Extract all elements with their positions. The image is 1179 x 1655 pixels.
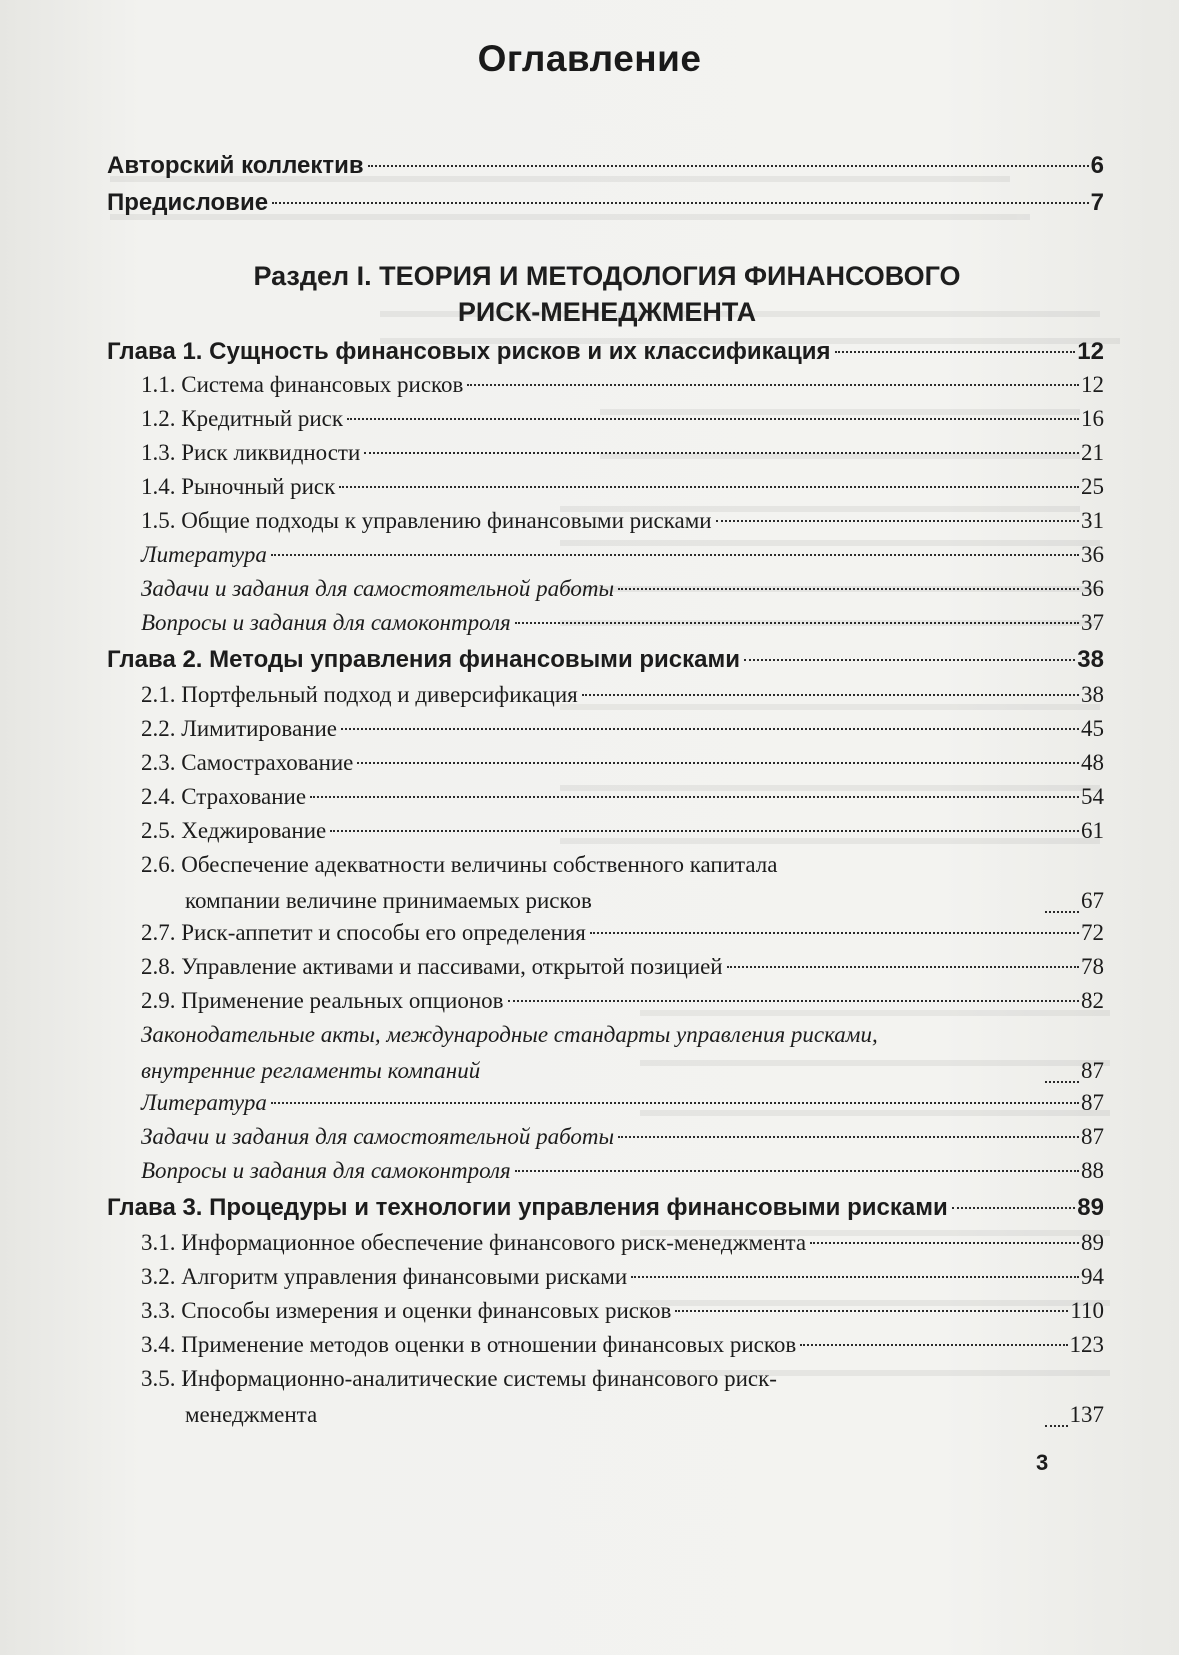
toc-entry[interactable] <box>141 983 1104 1019</box>
section-heading-line2: РИСК-МЕНЕДЖМЕНТА <box>457 297 757 327</box>
toc-entry-page: 82 <box>1081 988 1104 1013</box>
dot-leader <box>727 966 1079 968</box>
toc-entry[interactable] <box>141 847 1104 919</box>
toc-entry-title: 2.9. Применение реальных опционов <box>141 988 504 1013</box>
toc-entry[interactable] <box>141 779 1104 815</box>
toc-chapter[interactable] <box>107 642 1104 678</box>
toc-entry[interactable] <box>141 1293 1104 1329</box>
toc-entry[interactable] <box>141 401 1104 437</box>
dot-leader <box>631 1276 1079 1278</box>
toc-entry-title <box>141 1361 1041 1433</box>
toc-entry-title: Литература <box>141 542 267 567</box>
toc-entry-title: 3.4. Применение методов оценки в отношении финансовых рисков <box>141 1332 797 1357</box>
toc-entry-title: Глава 1. Сущность финансовых рисков и их классификация <box>107 338 831 365</box>
toc-entry-page: 88 <box>1081 1158 1104 1183</box>
toc-entry-page: 72 <box>1081 920 1104 945</box>
toc-entry-title: Вопросы и задания для самоконтроля <box>141 1158 511 1183</box>
toc-entry[interactable] <box>141 1153 1104 1189</box>
toc-entry-page: 16 <box>1081 406 1104 431</box>
toc-entry-page: 87 <box>1081 1090 1104 1115</box>
toc-entry-title: 2.7. Риск-аппетит и способы его определения <box>141 920 586 945</box>
toc-entry-title-line2: менеджмента <box>185 1402 318 1427</box>
toc-entry-title: Глава 3. Процедуры и технологии управления финансовыми рисками <box>107 1194 948 1221</box>
toc-entry-title: 1.4. Рыночный риск <box>141 474 336 499</box>
toc-entry[interactable] <box>141 677 1104 713</box>
dot-leader <box>835 351 1076 353</box>
dot-leader <box>618 588 1079 590</box>
toc-entry-page: 87 <box>1081 1058 1104 1083</box>
toc-entry-title: 3.1. Информационное обеспечение финансового риск-менеджмента <box>141 1230 807 1255</box>
dot-leader <box>810 1242 1079 1244</box>
dot-leader <box>1045 911 1079 913</box>
toc-entry-page: 21 <box>1081 440 1104 465</box>
section-heading-line1: Раздел I. ТЕОРИЯ И МЕТОДОЛОГИЯ ФИНАНСОВОГО <box>253 261 961 291</box>
toc-entry-page: 89 <box>1081 1230 1104 1255</box>
toc-entry-title-line1: Законодательные акты, международные стандарты управления рисками, <box>141 1022 878 1047</box>
toc-entry-title: Задачи и задания для самостоятельной работы <box>141 576 615 601</box>
dot-leader <box>347 418 1079 420</box>
dot-leader <box>341 728 1079 730</box>
toc-entry[interactable] <box>141 571 1104 607</box>
dot-leader <box>675 1310 1068 1312</box>
toc-entry-page: 38 <box>1081 682 1104 707</box>
dot-leader <box>800 1344 1067 1346</box>
toc-entry-page: 61 <box>1081 818 1104 843</box>
toc-entry-title: 2.3. Самострахование <box>141 750 354 775</box>
dot-leader <box>515 622 1079 624</box>
toc-entry[interactable] <box>141 503 1104 539</box>
toc-entry-title-line1: 3.5. Информационно-аналитические системы финансового риск- <box>141 1366 777 1391</box>
toc-entry-page: 36 <box>1081 542 1104 567</box>
toc-entry-page: 7 <box>1090 189 1104 216</box>
toc-entry-title: 3.3. Способы измерения и оценки финансовых рисков <box>141 1298 672 1323</box>
toc-entry[interactable] <box>141 367 1104 403</box>
toc-entry[interactable] <box>141 949 1104 985</box>
toc-entry[interactable] <box>141 1085 1104 1121</box>
dot-leader <box>310 796 1079 798</box>
toc-entry-title: 1.5. Общие подходы к управлению финансовыми рисками <box>141 508 712 533</box>
toc-chapter[interactable] <box>107 334 1104 370</box>
toc-entry-page: 89 <box>1077 1194 1104 1221</box>
dot-leader <box>357 762 1079 764</box>
dot-leader <box>515 1170 1079 1172</box>
toc-entry[interactable] <box>141 605 1104 641</box>
toc-entry-page: 25 <box>1081 474 1104 499</box>
dot-leader <box>744 659 1075 661</box>
toc-entry[interactable] <box>107 185 1104 221</box>
toc-entry[interactable] <box>141 1017 1104 1089</box>
dot-leader <box>952 1207 1076 1209</box>
toc-entry-page: 45 <box>1081 716 1104 741</box>
toc-entry[interactable] <box>141 915 1104 951</box>
toc-entry[interactable] <box>141 469 1104 505</box>
toc-entry-title: 3.2. Алгоритм управления финансовыми рисками <box>141 1264 628 1289</box>
section-heading <box>107 258 1107 330</box>
toc-entry-page: 37 <box>1081 610 1104 635</box>
toc-entry-title: Литература <box>141 1090 267 1115</box>
toc-entry-title: 2.5. Хеджирование <box>141 818 327 843</box>
toc-entry-title-line2: компании величине принимаемых рисков <box>185 888 592 913</box>
toc-entry-title: 1.3. Риск ликвидности <box>141 440 361 465</box>
toc-entry[interactable] <box>141 1259 1104 1295</box>
toc-entry-title: 2.8. Управление активами и пассивами, открытой позицией <box>141 954 723 979</box>
toc-entry-page: 36 <box>1081 576 1104 601</box>
toc-entry-title-line1: 2.6. Обеспечение адекватности величины собственного капитала <box>141 852 778 877</box>
toc-entry-page: 137 <box>1069 1402 1104 1427</box>
toc-entry[interactable] <box>141 745 1104 781</box>
toc-entry-title: Глава 2. Методы управления финансовыми рисками <box>107 646 740 673</box>
dot-leader <box>368 165 1089 167</box>
toc-entry-page: 54 <box>1081 784 1104 809</box>
toc-entry-page: 110 <box>1070 1298 1104 1323</box>
toc-entry-page: 78 <box>1081 954 1104 979</box>
dot-leader <box>618 1136 1079 1138</box>
toc-entry-title: Задачи и задания для самостоятельной работы <box>141 1124 615 1149</box>
toc-entry-title: 1.2. Кредитный риск <box>141 406 344 431</box>
toc-entry[interactable] <box>141 1361 1104 1433</box>
toc-entry[interactable] <box>141 1119 1104 1155</box>
toc-entry[interactable] <box>141 1327 1104 1363</box>
toc-chapter[interactable] <box>107 1190 1104 1226</box>
dot-leader <box>508 1000 1080 1002</box>
toc-entry-page: 94 <box>1081 1264 1104 1289</box>
toc-entry-title: 2.2. Лимитирование <box>141 716 337 741</box>
toc-entry-page: 87 <box>1081 1124 1104 1149</box>
dot-leader <box>364 452 1079 454</box>
toc-entry-page: 31 <box>1081 508 1104 533</box>
toc-entry-page: 48 <box>1081 750 1104 775</box>
dot-leader <box>330 830 1079 832</box>
toc-entry-page: 6 <box>1090 152 1104 179</box>
toc-entry-page: 67 <box>1081 888 1104 913</box>
toc-entry-title: Предисловие <box>107 189 269 216</box>
toc-entry-page: 123 <box>1069 1332 1104 1357</box>
dot-leader <box>271 554 1079 556</box>
toc-entry[interactable] <box>141 711 1104 747</box>
toc-entry-title <box>141 1017 1041 1089</box>
toc-entry-title: 2.4. Страхование <box>141 784 307 809</box>
dot-leader <box>716 520 1079 522</box>
toc-entry[interactable] <box>141 537 1104 573</box>
toc-heading: Оглавление <box>477 38 702 79</box>
dot-leader <box>1045 1425 1068 1427</box>
dot-leader <box>582 694 1079 696</box>
dot-leader <box>339 486 1079 488</box>
toc-entry-page: 12 <box>1077 338 1104 365</box>
toc-entry-title: 1.1. Система финансовых рисков <box>141 372 464 397</box>
toc-entry-title: Авторский коллектив <box>107 152 364 179</box>
dot-leader <box>590 932 1079 934</box>
page-number: 3 <box>1036 1450 1049 1475</box>
dot-leader <box>272 202 1089 204</box>
toc-entry[interactable] <box>141 813 1104 849</box>
toc-entry-title-line2: внутренние регламенты компаний <box>141 1058 481 1083</box>
toc-entry[interactable] <box>141 435 1104 471</box>
toc-entry[interactable] <box>141 1225 1104 1261</box>
toc-entry-title: Вопросы и задания для самоконтроля <box>141 610 511 635</box>
dot-leader <box>1045 1081 1079 1083</box>
dot-leader <box>271 1102 1079 1104</box>
toc-entry-title: 2.1. Портфельный подход и диверсификация <box>141 682 578 707</box>
toc-entry-title <box>141 847 1041 919</box>
toc-entry[interactable] <box>107 148 1104 184</box>
toc-entry-page: 38 <box>1077 646 1104 673</box>
dot-leader <box>467 384 1079 386</box>
toc-entry-page: 12 <box>1081 372 1104 397</box>
